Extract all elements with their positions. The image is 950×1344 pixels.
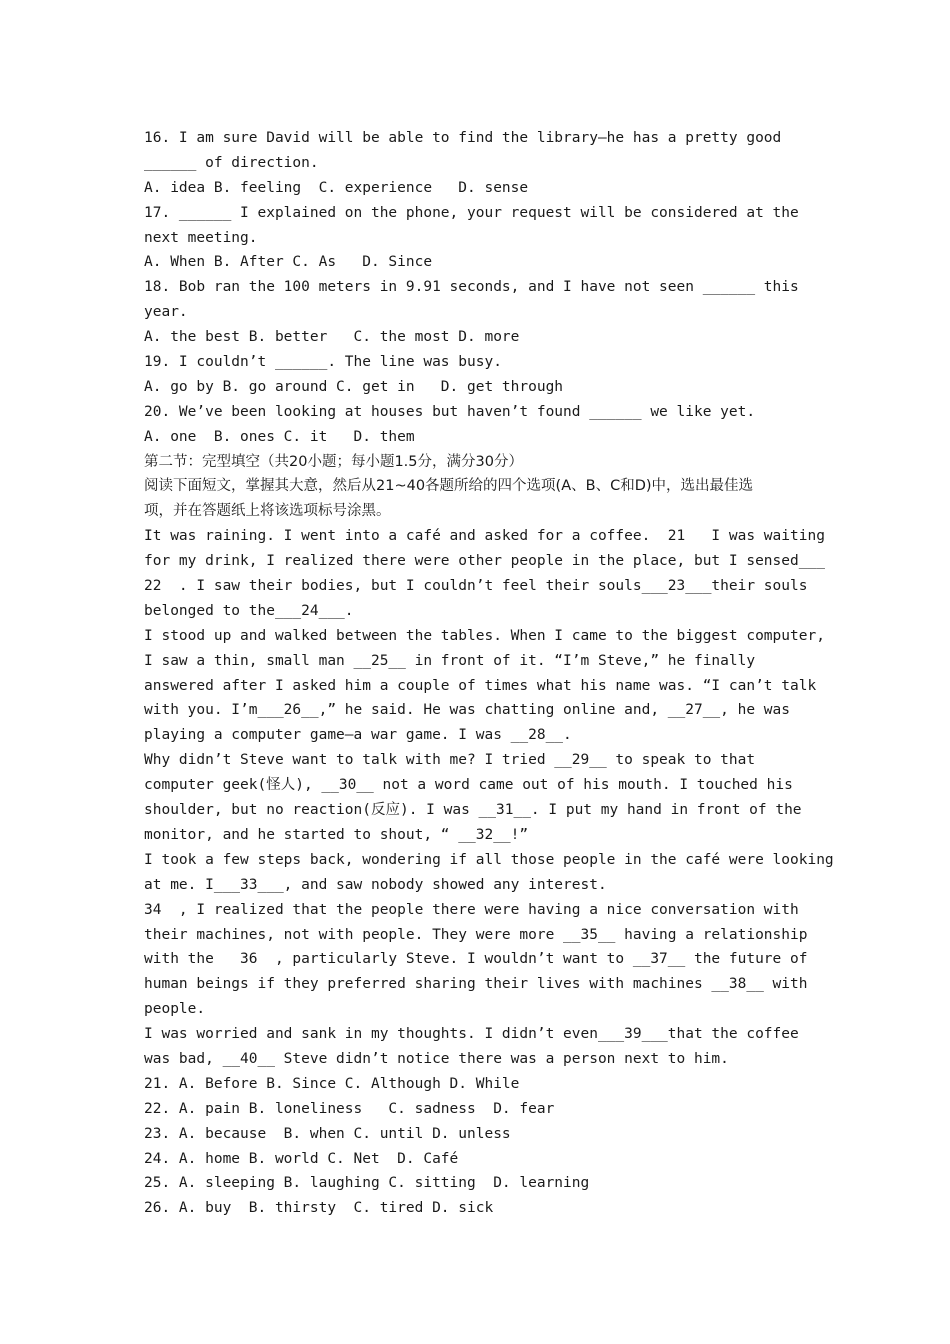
passage-line: Why didn’t Steve want to talk with me? I tried __29__ to speak to that: [144, 752, 756, 769]
instructions-line: 阅读下面短文，掌握其大意，然后从21~40各题所给的四个选项(A、B、C和D)中，选出最佳选: [144, 478, 754, 495]
text-line: ______ of direction.: [144, 154, 319, 171]
passage-line: with the 36 , particularly Steve. I wouldn’t want to __37__ the future of: [144, 951, 808, 968]
passage-line: monitor, and he started to shout, “ __32__!”: [144, 826, 529, 843]
section-heading: 第二节：完型填空（共20小题；每小题1.5分，满分30分）: [144, 453, 523, 470]
option-line: 21. A. Before B. Since C. Although D. While: [144, 1075, 520, 1092]
text-line: year.: [144, 304, 188, 321]
passage-line: 34 , I realized that the people there were having a nice conversation with: [144, 901, 799, 918]
passage-line: answered after I asked him a couple of times what his name was. “I can’t talk: [144, 677, 817, 694]
text-line: A. one B. ones C. it D. them: [144, 428, 415, 445]
text-line: A. go by B. go around C. get in D. get through: [144, 378, 564, 395]
option-line: 24. A. home B. world C. Net D. Café: [144, 1150, 459, 1167]
passage-line: human beings if they preferred sharing their lives with machines __38__ with: [144, 976, 808, 993]
passage-line: 22 . I saw their bodies, but I couldn’t feel their souls___23___their souls: [144, 578, 808, 595]
option-line: 25. A. sleeping B. laughing C. sitting D. learning: [144, 1175, 590, 1192]
instructions-line: 项，并在答题纸上将该选项标号涂黑。: [144, 503, 391, 520]
passage-line: I was worried and sank in my thoughts. I didn’t even___39___that the coffee: [144, 1026, 799, 1043]
passage-line: people.: [144, 1001, 206, 1018]
passage-line: I took a few steps back, wondering if all those people in the café were looking: [144, 851, 834, 868]
text-line: next meeting.: [144, 229, 258, 246]
text-line: 18. Bob ran the 100 meters in 9.91 seconds, and I have not seen ______ this: [144, 279, 799, 296]
passage-line: It was raining. I went into a café and asked for a coffee. 21 I was waiting: [144, 528, 825, 545]
text-line: 16. I am sure David will be able to find the library—he has a pretty good: [144, 130, 782, 146]
text-line: 20. We’ve been looking at houses but haven’t found ______ we like yet.: [144, 403, 756, 420]
text-line: 17. ______ I explained on the phone, your request will be considered at the: [144, 204, 799, 221]
passage-line: computer geek(怪人), __30__ not a word came out of his mouth. I touched his: [144, 777, 793, 794]
text-line: 19. I couldn’t ______. The line was busy.: [144, 354, 502, 371]
passage-line: belonged to the___24___.: [144, 602, 354, 619]
exam-page: [144, 126, 834, 1221]
text-line: A. idea B. feeling C. experience D. sense: [144, 179, 529, 196]
passage-line: shoulder, but no reaction(反应). I was __31__. I put my hand in front of the: [144, 802, 802, 819]
text-line: A. the best B. better C. the most D. more: [144, 329, 520, 346]
text-line: A. When B. After C. As D. Since: [144, 254, 433, 271]
passage-line: for my drink, I realized there were other people in the place, but I sensed___: [144, 553, 825, 570]
passage-line: their machines, not with people. They were more __35__ having a relationship: [144, 926, 808, 943]
passage-line: playing a computer game—a war game. I was __28__.: [144, 727, 572, 744]
passage-line: I stood up and walked between the tables. When I came to the biggest computer,: [144, 627, 825, 644]
option-line: 23. A. because B. when C. until D. unless: [144, 1125, 511, 1142]
passage-line: with you. I’m___26__,” he said. He was chatting online and, __27__, he was: [144, 702, 791, 719]
passage-line: was bad, __40__ Steve didn’t notice there was a person next to him.: [144, 1050, 729, 1067]
option-line: 22. A. pain B. loneliness C. sadness D. fear: [144, 1100, 555, 1117]
option-line: 26. A. buy B. thirsty C. tired D. sick: [144, 1200, 494, 1217]
passage-line: I saw a thin, small man __25__ in front of it. “I’m Steve,” he finally: [144, 652, 756, 669]
passage-line: at me. I___33___, and saw nobody showed any interest.: [144, 876, 607, 893]
